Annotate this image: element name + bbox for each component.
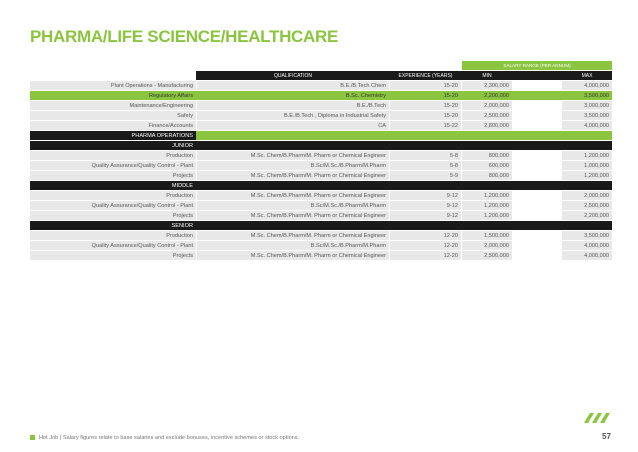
- salary-min-cell: 2,800,000: [462, 121, 512, 130]
- salary-min-cell: 1,200,000: [462, 191, 512, 200]
- stripes-decoration: [582, 413, 610, 423]
- hot-job-icon: [30, 435, 35, 440]
- salary-max-cell: 4,000,000: [562, 121, 612, 130]
- section-pharma-operations: [30, 131, 612, 140]
- salary-min-cell: 2,200,000: [462, 91, 512, 100]
- salary-max-cell: 3,500,000: [562, 231, 612, 240]
- level-senior: [30, 221, 612, 230]
- salary-max-cell: 4,000,000: [562, 81, 612, 90]
- qualification-cell: B.E./B.Tech , Diploma in Industrial Safety: [197, 111, 389, 120]
- qualification-cell: M.Sc. Chem/B.Pharm/M. Pharm or Chemical Engineer: [197, 191, 389, 200]
- salary-min-cell: 1,500,000: [462, 231, 512, 240]
- salary-max-cell: 2,200,000: [562, 211, 612, 220]
- salary-min-cell: 2,000,000: [462, 241, 512, 250]
- role-cell: Plant Operations - Manufacturing: [30, 81, 196, 90]
- experience-cell: 5-9: [390, 171, 461, 180]
- col-max: MAX: [562, 71, 612, 80]
- role-cell: Production: [30, 231, 196, 240]
- salary-min-cell: 1,200,000: [462, 201, 512, 210]
- role-cell: Safety: [30, 111, 196, 120]
- salary-min-cell: 2,300,000: [462, 81, 512, 90]
- qualification-cell: B.Sc/M.Sc./B.Pharm/M.Pharm: [197, 241, 389, 250]
- role-cell: Maintenance/Engineering: [30, 101, 196, 110]
- role-cell: Production: [30, 191, 196, 200]
- level-middle: [30, 181, 612, 190]
- experience-cell: 9-12: [390, 201, 461, 210]
- qualification-cell: M.Sc. Chem/B.Pharm/M. Pharm or Chemical Engineer: [197, 171, 389, 180]
- qualification-cell: CA: [197, 121, 389, 130]
- level-junior: [30, 141, 612, 150]
- table-row: [30, 101, 612, 110]
- role-cell: Projects: [30, 211, 196, 220]
- table-row: [30, 201, 612, 210]
- experience-cell: 12-20: [390, 251, 461, 260]
- role-cell: Quality Assurance/Quality Control - Plant: [30, 201, 196, 210]
- col-min: MIN: [462, 71, 512, 80]
- salary-min-cell: 2,500,000: [462, 111, 512, 120]
- role-cell: Production: [30, 151, 196, 160]
- salary-range-header: SALARY RANGE (PER ANNUM): [462, 61, 612, 70]
- column-header-row: [30, 71, 612, 80]
- table-row: [30, 161, 612, 170]
- qualification-cell: B.E./B.Tech Chem: [197, 81, 389, 90]
- experience-cell: 5-8: [390, 151, 461, 160]
- experience-cell: 12-20: [390, 241, 461, 250]
- page-title: PHARMA/LIFE SCIENCE/HEALTHCARE: [30, 27, 339, 46]
- salary-max-cell: 3,000,000: [562, 101, 612, 110]
- experience-cell: 15-22: [390, 121, 461, 130]
- table-row: [30, 121, 612, 130]
- salary-max-cell: 1,000,000: [562, 161, 612, 170]
- role-cell: Quality Assurance/Quality Control - Plant: [30, 161, 196, 170]
- section-pharma-operations-label: PHARMA OPERATIONS: [30, 131, 196, 140]
- salary-max-cell: 4,000,000: [562, 251, 612, 260]
- table-row: [30, 171, 612, 180]
- level-junior-label: JUNIOR: [30, 141, 196, 150]
- table-row: [30, 151, 612, 160]
- salary-min-cell: 600,000: [462, 161, 512, 170]
- table-row: [30, 251, 612, 260]
- salary-min-cell: 1,200,000: [462, 211, 512, 220]
- footer-text: Hot Job | Salary figures relate to base salaries and exclude bonuses, incentive schemes or stock options.: [39, 435, 300, 441]
- salary-min-cell: 2,500,000: [462, 251, 512, 260]
- table-row: [30, 111, 612, 120]
- qualification-cell: M.Sc. Chem/B.Pharm/M. Pharm or Chemical Engineer: [197, 151, 389, 160]
- experience-cell: 15-20: [390, 81, 461, 90]
- level-middle-label: MIDDLE: [30, 181, 196, 190]
- salary-table: [30, 60, 612, 261]
- salary-min-cell: 800,000: [462, 171, 512, 180]
- role-cell: Regulatory Affairs: [30, 91, 196, 100]
- salary-max-cell: 1,200,000: [562, 151, 612, 160]
- salary-max-cell: 1,200,000: [562, 171, 612, 180]
- table-row: [30, 241, 612, 250]
- salary-max-cell: 3,500,000: [562, 91, 612, 100]
- experience-cell: 12-20: [390, 231, 461, 240]
- role-cell: Quality Assurance/Quality Control - Plant: [30, 241, 196, 250]
- table-row: [30, 231, 612, 240]
- salary-max-cell: 3,500,000: [562, 111, 612, 120]
- role-cell: Projects: [30, 251, 196, 260]
- qualification-cell: M.Sc. Chem/B.Pharm/M. Pharm or Chemical Engineer: [197, 251, 389, 260]
- qualification-cell: B.Sc/M.Sc./B.Pharm/M.Pharm: [197, 201, 389, 210]
- table-row: [30, 91, 612, 100]
- qualification-cell: B.E./B.Tech: [197, 101, 389, 110]
- salary-min-cell: 2,000,000: [462, 101, 512, 110]
- salary-max-cell: 2,000,000: [562, 191, 612, 200]
- level-senior-label: SENIOR: [30, 221, 196, 230]
- salary-max-cell: 2,500,000: [562, 201, 612, 210]
- role-cell: Projects: [30, 171, 196, 180]
- qualification-cell: M.Sc. Chem/B.Pharm/M. Pharm or Chemical Engineer: [197, 231, 389, 240]
- salary-max-cell: 4,000,000: [562, 241, 612, 250]
- page-number: 57: [602, 432, 611, 441]
- experience-cell: 5-8: [390, 161, 461, 170]
- table-row: [30, 211, 612, 220]
- qualification-cell: M.Sc. Chem/B.Pharm/M. Pharm or Chemical Engineer: [197, 211, 389, 220]
- qualification-cell: B.Sc. Chemistry: [197, 91, 389, 100]
- experience-cell: 9-12: [390, 211, 461, 220]
- experience-cell: 9-12: [390, 191, 461, 200]
- table-row: [30, 81, 612, 90]
- qualification-cell: B.Sc/M.Sc./B.Pharm/M.Pharm: [197, 161, 389, 170]
- experience-cell: 15-20: [390, 111, 461, 120]
- col-experience: EXPERIENCE (YEARS): [390, 71, 461, 80]
- experience-cell: 15-20: [390, 91, 461, 100]
- salary-range-header-row: [30, 61, 612, 70]
- salary-min-cell: 800,000: [462, 151, 512, 160]
- experience-cell: 15-20: [390, 101, 461, 110]
- footer-note: [30, 435, 299, 441]
- table-row: [30, 191, 612, 200]
- col-qualification: QUALIFICATION: [197, 71, 389, 80]
- role-cell: Finance/Accounts: [30, 121, 196, 130]
